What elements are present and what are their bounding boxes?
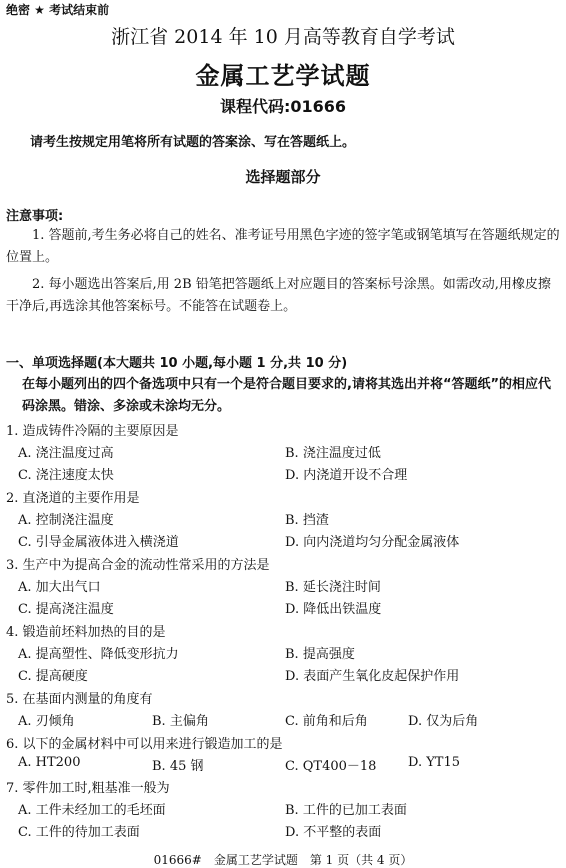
question-4-option-b: B. 提高强度 [285, 647, 355, 662]
question-2-option-d: D. 向内浇道均匀分配金属液体 [285, 535, 460, 550]
page-footer: 01666# 金属工艺学试题 第 1 页（共 4 页） [153, 853, 413, 867]
question-7-stem: 7. 零件加工时,粗基准一般为 [6, 781, 170, 796]
question-1-option-d: D. 内浇道开设不合理 [285, 468, 408, 483]
question-3-option-b: B. 延长浇注时间 [285, 580, 381, 595]
instruction-item-2: 2. 每小题选出答案后,用 2B 铅笔把答题纸上对应题目的答案标号涂黑。如需改动,用橡皮擦干净后,再选涂其他答案标号。不能答在试题卷上。 [6, 277, 551, 314]
question-6-option-d: D. YT15 [408, 755, 461, 770]
question-3-option-a: A. 加大出气口 [18, 580, 101, 595]
instructions-title: 注意事项: [6, 209, 64, 224]
question-4-option-d: D. 表面产生氧化皮起保护作用 [285, 669, 460, 684]
section-heading: 一、单项选择题(本大题共 10 小题,每小题 1 分,共 10 分) [6, 356, 348, 371]
confidential-note: 绝密 ★ 考试结束前 [6, 3, 110, 17]
question-7-option-a: A. 工件未经加工的毛坯面 [18, 803, 166, 818]
question-1-option-b: B. 浇注温度过低 [285, 446, 381, 461]
question-7-option-b: B. 工件的已加工表面 [285, 803, 407, 818]
question-6-option-b: B. 45 钢 [152, 759, 204, 774]
question-2-stem: 2. 直浇道的主要作用是 [6, 491, 140, 506]
question-2-option-c: C. 引导金属液体进入横浇道 [18, 535, 179, 550]
question-6-option-c: C. QT400－18 [285, 759, 377, 774]
question-1-option-c: C. 浇注速度太快 [18, 468, 114, 483]
question-2-option-b: B. 挡渣 [285, 513, 329, 528]
question-3-option-c: C. 提高浇注温度 [18, 602, 114, 617]
question-3-option-d: D. 降低出铁温度 [285, 602, 382, 617]
exam-title: 浙江省 2014 年 10 月高等教育自学考试 [111, 26, 455, 48]
question-3-stem: 3. 生产中为提高合金的流动性常采用的方法是 [6, 558, 270, 573]
part-title: 选择题部分 [245, 168, 321, 186]
instruction-item-1: 1. 答题前,考生务必将自己的姓名、准考证号用黑色字迹的签字笔或钢笔填写在答题纸规定的位置上。 [6, 228, 560, 265]
question-6-stem: 6. 以下的金属材料中可以用来进行锻造加工的是 [6, 737, 283, 752]
question-4-option-a: A. 提高塑性、降低变形抗力 [18, 647, 179, 662]
question-1-stem: 1. 造成铸件冷隔的主要原因是 [6, 424, 179, 439]
question-5-stem: 5. 在基面内测量的角度有 [6, 692, 153, 707]
question-6-option-a: A. HT200 [18, 755, 81, 770]
question-5-option-c: C. 前角和后角 [285, 714, 368, 729]
question-4-option-c: C. 提高硬度 [18, 669, 88, 684]
question-1-option-a: A. 浇注温度过高 [18, 446, 114, 461]
subject-title: 金属工艺学试题 [195, 62, 371, 90]
question-2-option-a: A. 控制浇注温度 [18, 513, 114, 528]
question-5-option-b: B. 主偏角 [152, 714, 209, 729]
question-7-option-c: C. 工件的待加工表面 [18, 825, 140, 840]
question-7-option-d: D. 不平整的表面 [285, 825, 382, 840]
question-4-stem: 4. 锻造前坯料加热的目的是 [6, 625, 166, 640]
section-description: 在每小题列出的四个备选项中只有一个是符合题目要求的,请将其选出并将“答题纸”的相应代码涂黑。错涂、多涂或未涂均无分。 [22, 377, 552, 414]
question-5-option-a: A. 刃倾角 [18, 714, 75, 729]
course-code: 课程代码:01666 [219, 97, 347, 116]
question-5-option-d: D. 仅为后角 [408, 714, 479, 729]
answer-notice: 请考生按规定用笔将所有试题的答案涂、写在答题纸上。 [30, 135, 356, 150]
